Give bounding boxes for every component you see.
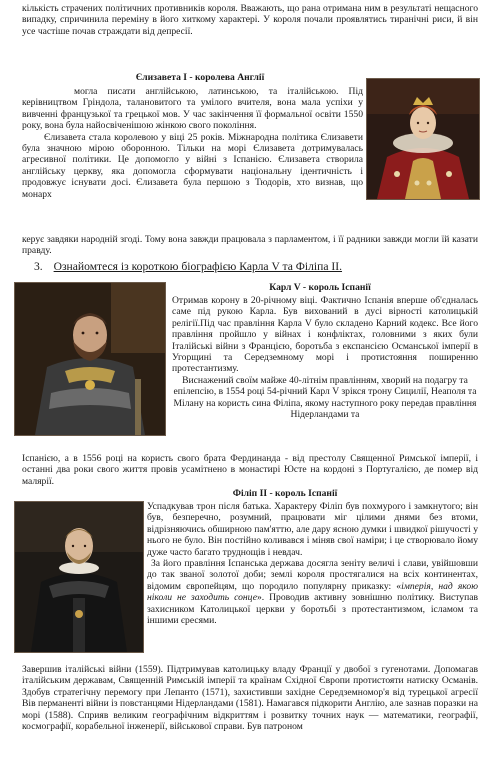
charles-portrait <box>14 282 166 436</box>
charles-portrait-image <box>15 283 165 435</box>
elizabeth-paragraph-2: Єлизавета стала королевою у віці 25 років. Міжнародна політика Єлизавети була значною мірою оборонною. Тільки на морі Єлизавета дотримувалась агресивної політики. Це допомогло у війні з Іспанією. Єлизавета створила англійську церкву, яка допомогла сформувати національну ідентичність і продовжує існувати досі. Єлизавета була першою з Тюдорів, хто визнав, що монарх <box>22 131 363 200</box>
intro-text: кількість страчених політичних противників короля. Вважають, що рана отримана ним в результаті нещасного випадку, спричинила переміну в його хиткому характері. У короля почали проявлятись тиранічні риси, й він усе частіше почав страждати від депресії. <box>22 3 478 37</box>
elizabeth-paragraph-1: могла писати англійською, латинською, та італійською. Під керівництвом Гріндола, талановитого та умілого вчителя, вона мала успіхи у вивченні французької та грецької мов. У час закінчення її формальної освіти 1550 року, вона була найосвіченішою жінкою свого покоління. <box>22 86 363 132</box>
charles-paragraph-2: Виснажений своїм майже 40-літнім правлінням, хворий на подагру та епілепсію, в 1554 році 54-річний Карл V зрікся трону Сицилії, Неаполя та Мілану на користь сина Філіпа, якому наступного року передав правління Нідерландами та <box>173 374 477 421</box>
philip-text <box>147 501 478 626</box>
charles-paragraph-1: Отримав корону в 20-річному віці. Фактично Іспанія вперше об'єдналась саме під рукою Карла. Був вихований в дусі вірності католицькій релігії.Під час правління Карла V було складено Карний кодекс. Все його правління пройшло у війнах і конфліктах, головними з яких були Італійські війни з Францією, боротьба з експансією Османської імперії в Угорщині та Середземному морі і протистояння поширенню протестантизму. <box>172 295 478 375</box>
elizabeth-portrait-image <box>367 79 479 199</box>
section-heading <box>34 261 342 272</box>
section-title: Ознайомтеся із короткою біографією Карла V та Філіпа ІІ. <box>53 260 343 273</box>
philip-portrait-image <box>15 502 143 652</box>
elizabeth-portrait <box>366 78 480 200</box>
philip-paragraph-3: Завершив італійські війни (1559). Підтримував католицьку владу Франції у двобої з гугенотами. Допомагав італійським державам, Священній Римській імперії та країнам Східної Європи протистояти натиску Османів. Здобув стратегічну перемогу при Лепанто (1571), захистивши західне Середземномор'я від турецької агресії Вів перманенті війни із повстанцями Нідерландами (1581). Намагався підкорити Англію, але зазнав поразки на морі (1588). Сприяв великим географічним відкриттям і розвитку точних наук — математики, географії, космографії, корабельної інженерії, військової справи. Був патроном <box>22 664 478 733</box>
philip-paragraph-2-start: За його правління Іспанська держава досягла зеніту величі і слави, увійшовши до так званої золотої доби; землі короля простягалися на всіх континентах, відомим європейцям, що породило популярну приказку: « <box>147 558 478 592</box>
elizabeth-text-full-width <box>22 234 478 257</box>
elizabeth-heading: Єлизавета І - королева Англії <box>135 72 265 83</box>
elizabeth-text <box>22 86 363 200</box>
charles-heading: Карл V - король Іспанії <box>269 282 371 293</box>
intro-paragraph <box>22 3 478 37</box>
philip-heading: Філіп ІІ - король Іспанії <box>232 488 338 499</box>
charles-text-full-width <box>22 453 478 487</box>
charles-text <box>172 295 478 420</box>
philip-text-full-width <box>22 664 478 732</box>
philip-portrait <box>14 501 144 653</box>
section-number: 3. <box>34 260 43 273</box>
philip-paragraph-2-rest: ». Проводив активну зовнішню політику. Виступав захисником Католицької церкви у боротьбі з протестантизмом, ісламом та іншими єресями. <box>147 592 478 627</box>
philip-paragraph-2 <box>147 558 478 626</box>
charles-paragraph-2-end: Іспанією, а в 1556 році на користь свого брата Фердинанда - від престолу Священної Римської імперії, і останні два роки свого життя провів усамітнено в монастирі Юсте на кордоні з Португалією, де помер від малярії. <box>22 453 478 487</box>
elizabeth-paragraph-2-end: керує завдяки народній згоді. Тому вона завжди працювала з парламентом, і її радники завжди могли їй казати правду. <box>22 234 478 257</box>
philip-paragraph-1: Успадкував трон після батька. Характеру Філіп був похмурого і замкнутого; він був, безперечно, розумний, працювати міг цілими днями без втоми, відрізняючись обширною пам'яттю, але дару ясною думки і швидкої рішучості у нього не було. Він постійно коливався і міняв свої наміри; і це створювало йому дуже часто багато труднощів і невдач. <box>147 501 478 558</box>
philip-quote: імперія, над якою ніколи не заходить сонце <box>147 580 478 604</box>
